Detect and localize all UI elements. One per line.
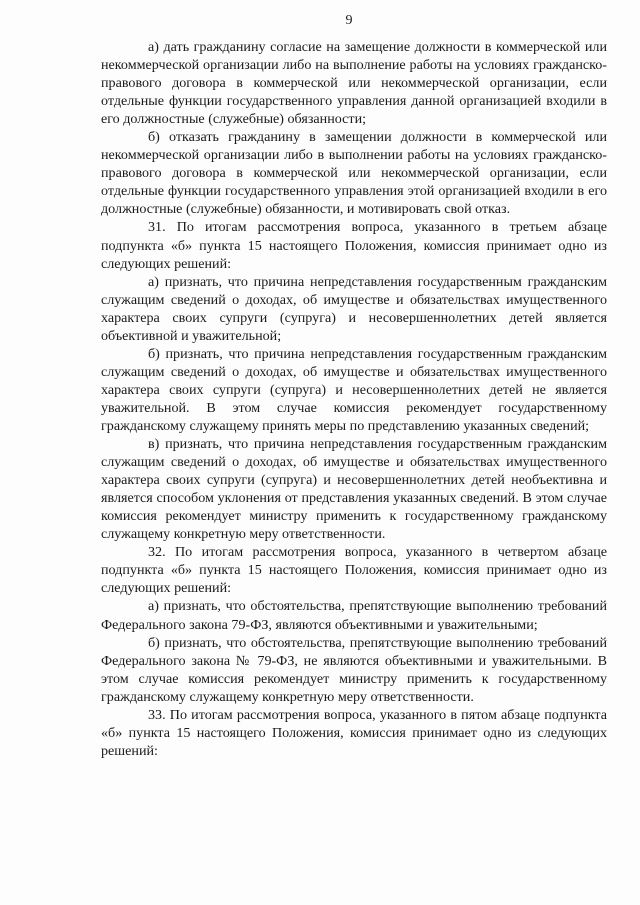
paragraph-31v: в) признать, что причина непредставления государственным гражданским служащим сведений о доходах, об имуществе и обязательствах имущественного характера своих супруги (супруга) и несовершеннолетних детей необъективна и является способом уклонения от представления указанных сведений. В этом случае комиссия рекомендует министру применить к государственному гражданскому служащему конкретную меру ответственности. [101, 436, 607, 543]
paragraph-31: 31. По итогам рассмотрения вопроса, указанного в третьем абзаце подпункта «б» пункта 15 настоящего Положения, комиссия принимает одно из следующих решений: [101, 219, 607, 272]
paragraph-33: 33. По итогам рассмотрения вопроса, указанного в пятом абзаце подпункта «б» пункта 15 настоящего Положения, комиссия принимает одно из следующих решений: [101, 706, 607, 759]
paragraph-31b: б) признать, что причина непредставления государственным гражданским служащим сведений о доходах, об имуществе и обязательствах имущественного характера своих супруги (супруга) и несовершеннолетних детей не является уважительной. В этом случае комиссия рекомендует государственному гражданскому служащему принять меры по представлению указанных сведений; [101, 345, 607, 434]
paragraph-32b: б) признать, что обстоятельства, препятствующие выполнению требований Федерального закона № 79-ФЗ, не являются объективными и уважительными. В этом случае комиссия рекомендует министру применить к государственному гражданскому служащему конкретную меру ответственности. [101, 634, 607, 705]
paragraph-30a: а) дать гражданину согласие на замещение должности в коммерческой или некоммерческой организации либо на выполнение работы на условиях гражданско-правового договора в коммерческой или некоммерческой организации, если отдельные функции государственного управления данной организацией входили в его должностные (служебные) обязанности; [101, 39, 607, 128]
page-number: 9 [345, 13, 353, 28]
paragraph-32: 32. По итогам рассмотрения вопроса, указанного в четвертом абзаце подпункта «б» пункта 15 настоящего Положения, комиссия принимает одно из следующих решений: [101, 544, 607, 597]
paragraph-31a: а) признать, что причина непредставления государственным гражданским служащим сведений о доходах, об имуществе и обязательствах имущественного характера своих супруги (супруга) и несовершеннолетних детей является объективной и уважительной; [101, 273, 607, 344]
paragraph-30b: б) отказать гражданину в замещении должности в коммерческой или некоммерческой организации либо в выполнении работы на условиях гражданско-правового договора в коммерческой или некоммерческой организации, если отдельные функции государственного управления этой организацией входили в его должностные (служебные) обязанности, и мотивировать свой отказ. [101, 129, 607, 218]
paragraph-32a: а) признать, что обстоятельства, препятствующие выполнению требований Федерального закона 79-ФЗ, являются объективными и уважительными; [101, 598, 607, 633]
